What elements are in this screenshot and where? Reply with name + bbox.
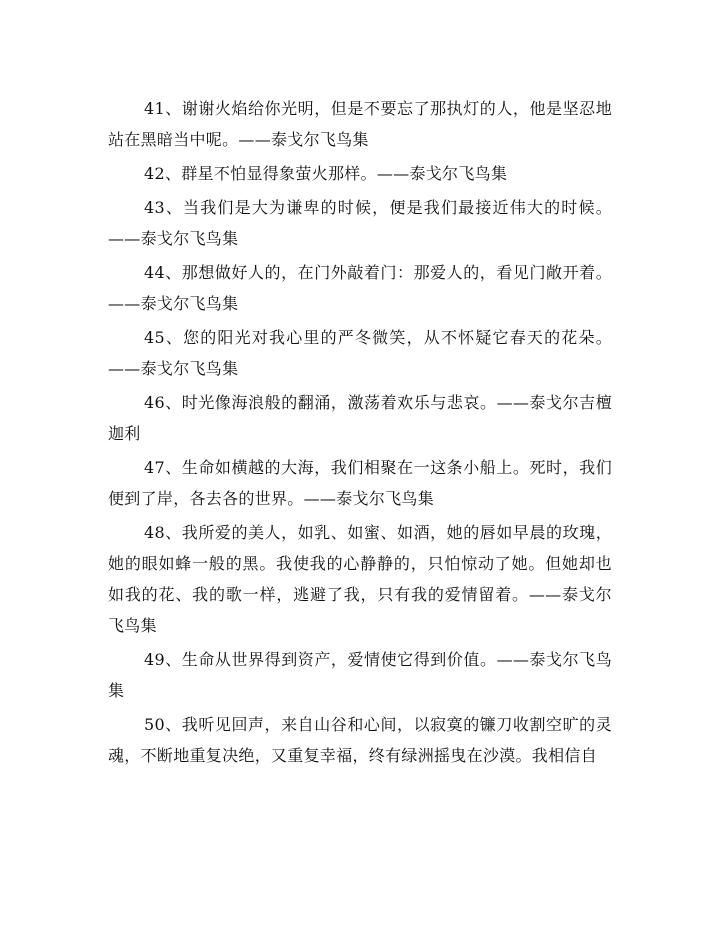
quote-46: 46、时光像海浪般的翻涌，激荡着欢乐与悲哀。——泰戈尔吉檀迦利 xyxy=(108,393,612,443)
document-page xyxy=(108,93,612,771)
quote-42: 42、群星不怕显得象萤火那样。——泰戈尔飞鸟集 xyxy=(144,164,508,183)
quote-43: 43、当我们是大为谦卑的时候，便是我们最接近伟大的时候。——泰戈尔飞鸟集 xyxy=(108,198,612,248)
quote-45: 45、您的阳光对我心里的严冬微笑，从不怀疑它春天的花朵。——泰戈尔飞鸟集 xyxy=(108,328,612,378)
quote-44: 44、那想做好人的，在门外敲着门：那爱人的，看见门敞开着。——泰戈尔飞鸟集 xyxy=(108,263,612,313)
quote-41: 41、谢谢火焰给你光明，但是不要忘了那执灯的人，他是坚忍地站在黑暗当中呢。——泰戈尔飞鸟集 xyxy=(108,99,612,149)
quote-49: 49、生命从世界得到资产，爱情使它得到价值。——泰戈尔飞鸟集 xyxy=(108,650,612,700)
quote-48: 48、我所爱的美人，如乳、如蜜、如酒，她的唇如早晨的玫瑰，她的眼如蜂一般的黑。我使我的心静静的，只怕惊动了她。但她却也如我的花、我的歌一样，逃避了我，只有我的爱情留着。——泰戈尔飞鸟集 xyxy=(108,523,612,635)
quote-50: 50、我听见回声，来自山谷和心间，以寂寞的镰刀收割空旷的灵魂，不断地重复决绝，又重复幸福，终有绿洲摇曳在沙漠。我相信自 xyxy=(108,715,612,765)
quote-47: 47、生命如横越的大海，我们相聚在一这条小船上。死时，我们便到了岸，各去各的世界。——泰戈尔飞鸟集 xyxy=(108,458,612,508)
